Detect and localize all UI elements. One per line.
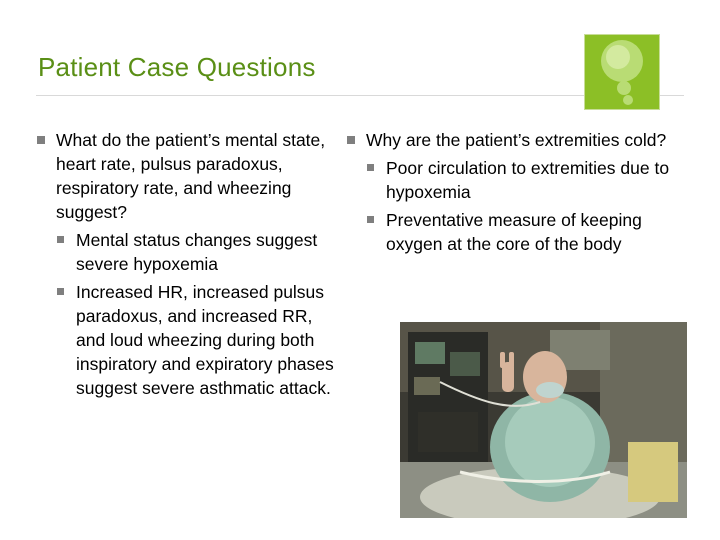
bullet-question-right bbox=[346, 128, 676, 152]
slide-title: Patient Case Questions bbox=[38, 52, 316, 82]
square-bullet-icon bbox=[57, 236, 64, 243]
answer-text: Mental status changes suggest severe hypoxemia bbox=[76, 230, 318, 274]
question-text: What do the patient’s mental state, heart rate, pulsus paradoxus, respiratory rate, and wheezing suggest? bbox=[56, 130, 326, 222]
question-text: Why are the patient’s extremities cold? bbox=[366, 130, 667, 150]
answer-text: Preventative measure of keeping oxygen at the core of the body bbox=[386, 210, 642, 254]
sub-bullet bbox=[56, 280, 336, 400]
sub-bullet bbox=[366, 208, 676, 256]
sub-bullet bbox=[366, 156, 676, 204]
right-column bbox=[346, 128, 676, 256]
sub-bullet bbox=[56, 228, 336, 276]
left-column bbox=[36, 128, 336, 400]
square-bullet-icon bbox=[347, 136, 355, 144]
thought-bubble-icon bbox=[584, 34, 660, 110]
square-bullet-icon bbox=[37, 136, 45, 144]
square-bullet-icon bbox=[367, 216, 374, 223]
patient-hospital-photo bbox=[400, 322, 687, 518]
answer-text: Increased HR, increased pulsus paradoxus, and increased RR, and loud wheezing during both inspiratory and expiratory phases suggest severe asthmatic attack. bbox=[76, 282, 334, 398]
bullet-question-left bbox=[36, 128, 336, 224]
square-bullet-icon bbox=[367, 164, 374, 171]
answer-text: Poor circulation to extremities due to hypoxemia bbox=[386, 158, 670, 202]
square-bullet-icon bbox=[57, 288, 64, 295]
